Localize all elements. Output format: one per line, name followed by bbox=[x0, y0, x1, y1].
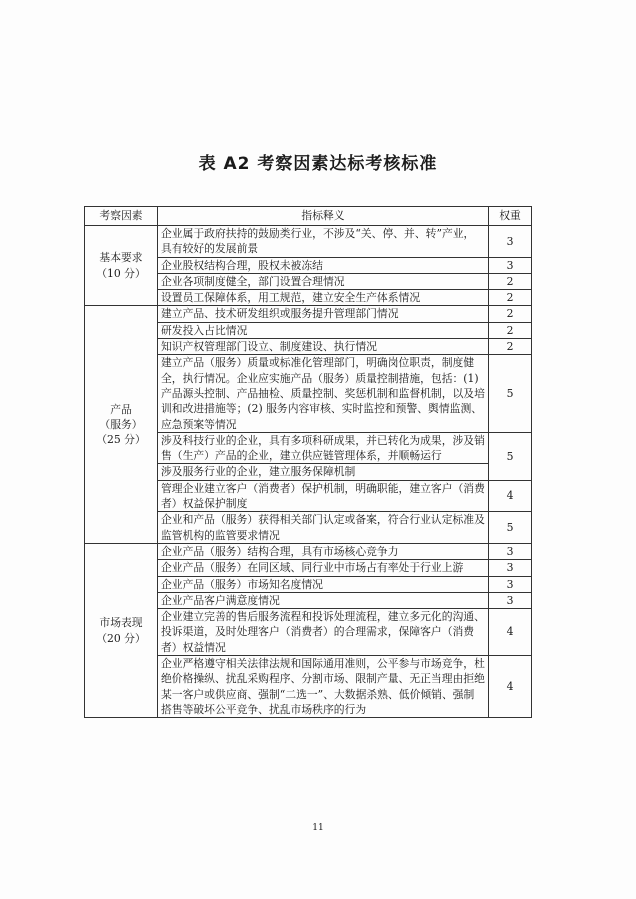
factor-score: （20 分） bbox=[96, 631, 146, 645]
indicator-cell: 涉及服务行业的企业，建立服务保障机制 bbox=[158, 464, 489, 480]
weight-cell: 4 bbox=[489, 656, 532, 718]
indicator-cell: 企业产品客户满意度情况 bbox=[158, 592, 489, 608]
weight-cell: 2 bbox=[489, 273, 532, 289]
weight-cell: 5 bbox=[489, 432, 532, 480]
weight-cell: 5 bbox=[489, 355, 532, 432]
indicator-cell: 企业产品（服务）在同区域、同行业中市场占有率处于行业上游 bbox=[158, 560, 489, 576]
indicator-cell: 企业产品（服务）结构合理，具有市场核心竞争力 bbox=[158, 543, 489, 559]
weight-cell: 3 bbox=[489, 226, 532, 258]
indicator-cell: 设置员工保障体系，用工规范，建立安全生产体系情况 bbox=[158, 290, 489, 306]
header-indicator: 指标释义 bbox=[158, 207, 489, 226]
weight-cell: 3 bbox=[489, 257, 532, 273]
factor-name-2: （服务） bbox=[99, 418, 143, 432]
factor-score: （25 分） bbox=[96, 433, 146, 447]
weight-cell: 3 bbox=[489, 543, 532, 559]
weight-cell: 4 bbox=[489, 480, 532, 512]
factor-product bbox=[85, 306, 158, 543]
weight-cell: 3 bbox=[489, 576, 532, 592]
indicator-cell: 企业严格遵守相关法律法规和国际通用准则，公平参与市场竞争，杜绝价格操纵、扰乱采购程序、分割市场、限制产量、无正当理由拒绝某一客户或供应商、强制“二选一”、大数据杀熟、低价倾销、强制搭售等破坏公平竞争、扰乱市场秩序的行为 bbox=[158, 656, 489, 718]
weight-cell: 2 bbox=[489, 290, 532, 306]
indicator-cell: 建立产品、技术研发组织或服务提升管理部门情况 bbox=[158, 306, 489, 322]
indicator-cell: 企业建立完善的售后服务流程和投诉处理流程，建立多元化的沟通、投诉渠道，及时处理客户（消费者）的合理需求，保障客户（消费者）权益情况 bbox=[158, 609, 489, 656]
table-row bbox=[85, 226, 532, 258]
indicator-cell: 企业各项制度健全，部门设置合理情况 bbox=[158, 273, 489, 289]
table-row bbox=[85, 306, 532, 322]
indicator-cell: 涉及科技行业的企业，具有多项科研成果，并已转化为成果，涉及销售（生产）产品的企业，建立供应链管理体系，并顺畅运行 bbox=[158, 432, 489, 464]
factor-name: 基本要求 bbox=[99, 251, 143, 265]
standards-table bbox=[84, 206, 532, 718]
weight-cell: 4 bbox=[489, 609, 532, 656]
indicator-cell: 建立产品（服务）质量或标准化管理部门，明确岗位职责，制度健全，执行情况。企业应实施产品（服务）质量控制措施，包括：(1) 产品源头控制、产品抽检、质量控制、奖惩机制和监督机制，以及培训和改进措施等；(2) 服务内容审核、实时监控和预警、舆情监测、应急预案等情况 bbox=[158, 355, 489, 432]
table-row bbox=[85, 543, 532, 559]
factor-basic bbox=[85, 226, 158, 306]
page-number: 11 bbox=[312, 823, 324, 833]
header-weight: 权重 bbox=[489, 207, 532, 226]
indicator-cell: 企业和产品（服务）获得相关部门认定或备案，符合行业认定标准及监管机构的监管要求情况 bbox=[158, 512, 489, 544]
weight-cell: 2 bbox=[489, 322, 532, 338]
weight-cell: 2 bbox=[489, 306, 532, 322]
table-header-row bbox=[85, 207, 532, 226]
indicator-cell: 企业属于政府扶持的鼓励类行业，不涉及“关、停、并、转”产业，具有较好的发展前景 bbox=[158, 226, 489, 258]
page-title: 表 A2 考察因素达标考核标准 bbox=[198, 154, 438, 174]
factor-score: （10 分） bbox=[96, 266, 146, 280]
indicator-cell: 管理企业建立客户（消费者）保护机制，明确职能，建立客户（消费者）权益保护制度 bbox=[158, 480, 489, 512]
indicator-cell: 研发投入占比情况 bbox=[158, 322, 489, 338]
indicator-cell: 知识产权管理部门设立、制度建设、执行情况 bbox=[158, 339, 489, 355]
indicator-cell: 企业产品（服务）市场知名度情况 bbox=[158, 576, 489, 592]
factor-name: 产品 bbox=[110, 402, 132, 416]
factor-name: 市场表现 bbox=[99, 616, 143, 630]
weight-cell: 5 bbox=[489, 512, 532, 544]
header-factor: 考察因素 bbox=[85, 207, 158, 226]
weight-cell: 2 bbox=[489, 339, 532, 355]
factor-market bbox=[85, 543, 158, 717]
indicator-cell: 企业股权结构合理，股权未被冻结 bbox=[158, 257, 489, 273]
weight-cell: 3 bbox=[489, 592, 532, 608]
weight-cell: 3 bbox=[489, 560, 532, 576]
